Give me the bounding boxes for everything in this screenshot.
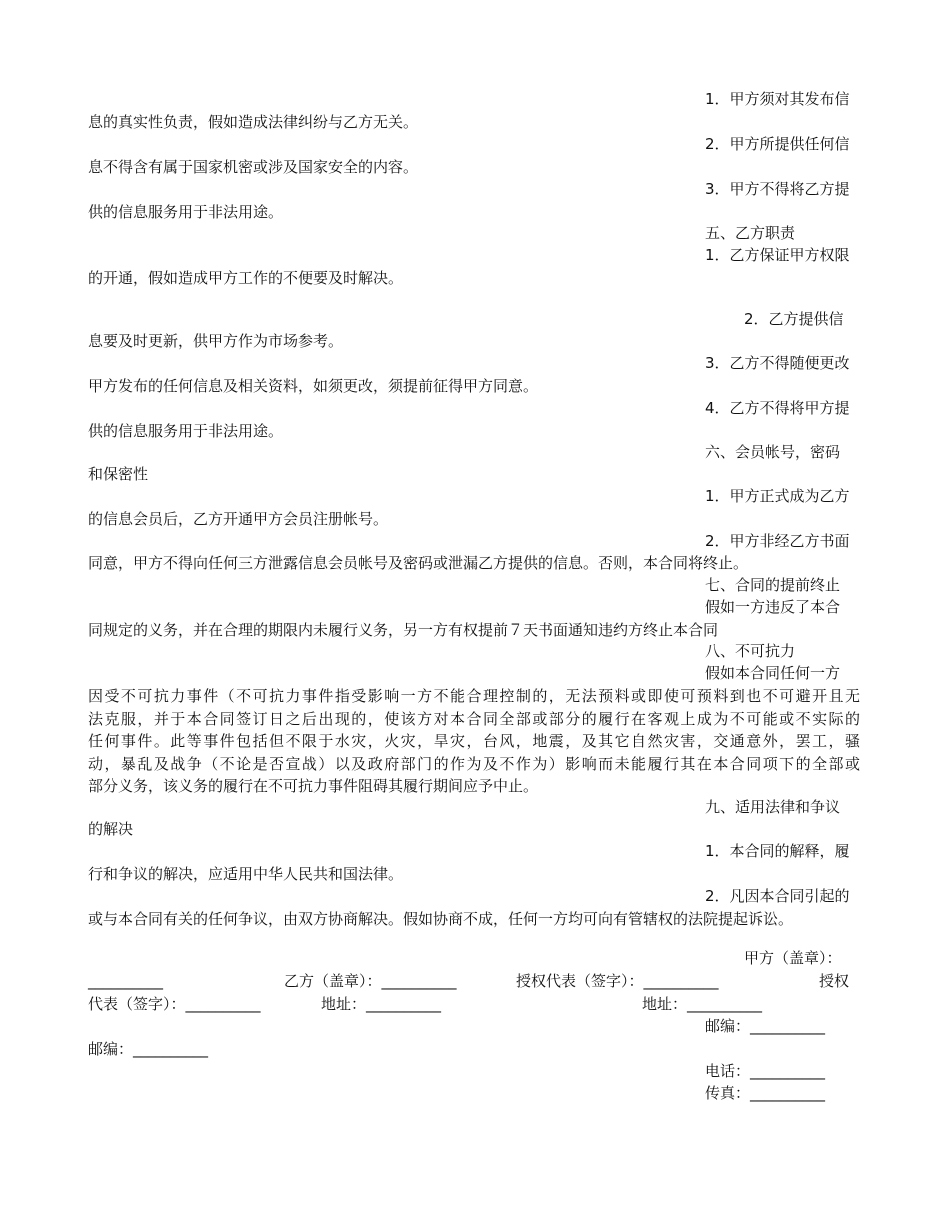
item-a3: 3．甲方不得将乙方提 [705,180,850,198]
item-b2: 2．乙方提供信 [744,310,844,328]
item-a1: 1．甲方须对其发布信 [705,90,850,108]
item-a1-cont: 息的真实性负责，假如造成法律纠纷与乙方无关。 [88,113,419,131]
postcode-field-2: 邮编：__________ [88,1040,209,1058]
auth-rep-field: 授权代表（签字）：__________ [516,972,719,990]
item-f1-cont: 行和争议的解决，应适用中华人民共和国法律。 [88,865,404,883]
auth-rep-field-2: 代表（签字）：__________ [88,995,261,1013]
postcode-field-1: 邮编：__________ [705,1017,826,1035]
item-c1: 1．甲方正式成为乙方 [705,487,850,505]
section-heading-7: 七、合同的提前终止 [705,576,841,594]
paragraph-line: 任何事件。此等事件包括但不限于水灾，火灾，旱灾，台风，地震，及其它自然灾害，交通意外，罢工，骚 [88,732,860,750]
item-f2: 2．凡因本合同引起的 [705,887,850,905]
item-b4: 4．乙方不得将甲方提 [705,399,850,417]
section-heading-8: 八、不可抗力 [705,642,796,660]
party-a-seal-blank: __________ [88,972,163,990]
phone-field: 电话：__________ [705,1062,826,1080]
section-heading-9-cont: 的解决 [88,820,134,838]
address-field-2: 地址：__________ [642,995,763,1013]
party-b-seal-field: 乙方（盖章）：__________ [284,972,457,990]
item-b1: 1．乙方保证甲方权限 [705,246,850,264]
item-f2-cont: 或与本合同有关的任何争议，由双方协商解决。假如协商不成，任何一方均可向有管辖权的法院提起诉讼。 [88,910,794,928]
item-b3-cont: 甲方发布的任何信息及相关资料，如须更改，须提前征得甲方同意。 [88,377,539,395]
item-e1: 假如本合同任何一方 [705,664,841,682]
item-d1-cont: 同规定的义务，并在合理的期限内未履行义务，另一方有权提前７天书面通知违约方终止本合同 [88,621,719,639]
paragraph-line: 动，暴乱及战争（不论是否宣战）以及政府部门的作为及不作为）影响而未能履行其在本合同项下的全部或 [88,755,860,773]
paragraph-line: 部分义务，该义务的履行在不可抗力事件阻碍其履行期间应予中止。 [88,777,539,795]
fax-field: 传真：__________ [705,1084,826,1102]
item-b2-cont: 息要及时更新，供甲方作为市场参考。 [88,332,344,350]
auth-rep-label-start: 授权 [819,972,850,990]
item-b4-cont: 供的信息服务用于非法用途。 [88,422,284,440]
section-heading-6-cont: 和保密性 [88,465,149,483]
item-c1-cont: 的信息会员后，乙方开通甲方会员注册帐号。 [88,510,389,528]
section-heading-9: 九、适用法律和争议 [705,798,841,816]
address-field-1: 地址：__________ [321,995,442,1013]
item-a3-cont: 供的信息服务用于非法用途。 [88,203,284,221]
item-a2: 2．甲方所提供任何信 [705,135,850,153]
item-c2-cont: 同意，甲方不得向任何三方泄露信息会员帐号及密码或泄漏乙方提供的信息。否则，本合同将终止。 [88,554,749,572]
item-f1: 1．本合同的解释，履 [705,842,850,860]
paragraph-line: 因受不可抗力事件（不可抗力事件指受影响一方不能合理控制的，无法预料或即使可预料到也不可避开且无 [88,687,860,705]
item-b1-cont: 的开通，假如造成甲方工作的不便要及时解决。 [88,269,404,287]
party-a-seal-label: 甲方（盖章）： [744,949,842,967]
item-c2: 2．甲方非经乙方书面 [705,532,850,550]
section-heading-5: 五、乙方职责 [705,224,796,242]
section-heading-6: 六、会员帐号，密码 [705,443,841,461]
item-b3: 3．乙方不得随便更改 [705,354,850,372]
item-a2-cont: 息不得含有属于国家机密或涉及国家安全的内容。 [88,158,419,176]
item-d1: 假如一方违反了本合 [705,598,841,616]
paragraph-line: 法克服，并于本合同签订日之后出现的，使该方对本合同全部或部分的履行在客观上成为不可能或不实际的 [88,710,860,728]
